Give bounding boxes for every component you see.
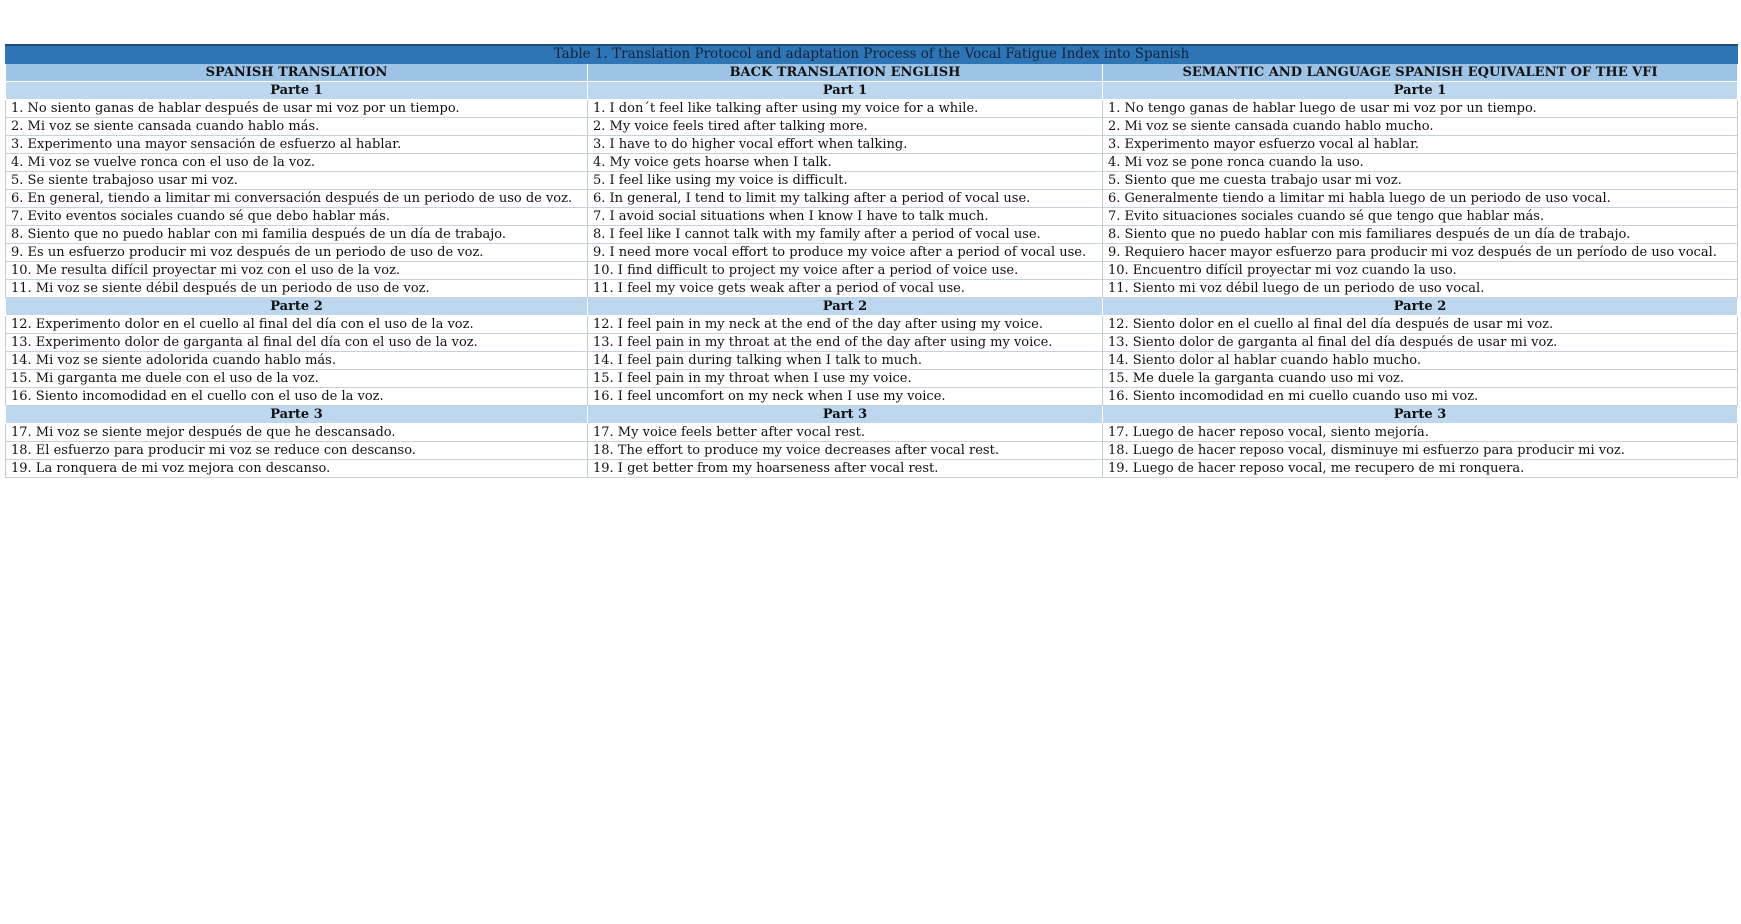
table-cell: 19. I get better from my hoarseness after vocal rest. — [588, 460, 1103, 478]
table-cell: 19. Luego de hacer reposo vocal, me recupero de mi ronquera. — [1103, 460, 1738, 478]
table-row — [6, 226, 1738, 244]
table-cell: 8. I feel like I cannot talk with my family after a period of vocal use. — [588, 226, 1103, 244]
table-cell: 8. Siento que no puedo hablar con mi familia después de un día de trabajo. — [6, 226, 588, 244]
table-cell: 1. I don´t feel like talking after using my voice for a while. — [588, 100, 1103, 118]
table-row — [6, 280, 1738, 298]
table-row — [6, 388, 1738, 406]
table-row — [6, 136, 1738, 154]
vfi-translation-table — [5, 44, 1738, 478]
table-row — [6, 442, 1738, 460]
table-cell: 14. I feel pain during talking when I talk to much. — [588, 352, 1103, 370]
table-row — [6, 208, 1738, 226]
table-cell: 18. The effort to produce my voice decreases after vocal rest. — [588, 442, 1103, 460]
table-cell: 4. Mi voz se pone ronca cuando la uso. — [1103, 154, 1738, 172]
table-row — [6, 154, 1738, 172]
table-cell: 1. No siento ganas de hablar después de usar mi voz por un tiempo. — [6, 100, 588, 118]
table-cell: 9. Requiero hacer mayor esfuerzo para producir mi voz después de un período de uso vocal. — [1103, 244, 1738, 262]
table-cell: 17. Mi voz se siente mejor después de que he descansado. — [6, 424, 588, 442]
table-cell: 8. Siento que no puedo hablar con mis familiares después de un día de trabajo. — [1103, 226, 1738, 244]
vfi-translation-table-container — [5, 44, 1737, 478]
table-cell: 13. Siento dolor de garganta al final del día después de usar mi voz. — [1103, 334, 1738, 352]
table-cell: 10. I find difficult to project my voice after a period of voice use. — [588, 262, 1103, 280]
part-label: Part 1 — [588, 82, 1103, 100]
table-row — [6, 172, 1738, 190]
table-row — [6, 100, 1738, 118]
table-cell: 12. Siento dolor en el cuello al final del día después de usar mi voz. — [1103, 316, 1738, 334]
part-header-row — [6, 82, 1738, 100]
part-header-row — [6, 406, 1738, 424]
table-row — [6, 244, 1738, 262]
table-row — [6, 370, 1738, 388]
part-label: Part 2 — [588, 298, 1103, 316]
table-cell: 13. Experimento dolor de garganta al final del día con el uso de la voz. — [6, 334, 588, 352]
table-row — [6, 424, 1738, 442]
table-cell: 12. Experimento dolor en el cuello al final del día con el uso de la voz. — [6, 316, 588, 334]
table-cell: 7. Evito eventos sociales cuando sé que debo hablar más. — [6, 208, 588, 226]
table-cell: 5. Siento que me cuesta trabajo usar mi voz. — [1103, 172, 1738, 190]
table-title: Table 1. Translation Protocol and adaptation Process of the Vocal Fatigue Index into Spanish — [6, 45, 1738, 64]
table-cell: 4. Mi voz se vuelve ronca con el uso de la voz. — [6, 154, 588, 172]
table-cell: 18. El esfuerzo para producir mi voz se reduce con descanso. — [6, 442, 588, 460]
table-row — [6, 460, 1738, 478]
table-cell: 19. La ronquera de mi voz mejora con descanso. — [6, 460, 588, 478]
column-header-spanish-translation: SPANISH TRANSLATION — [6, 64, 588, 82]
table-cell: 18. Luego de hacer reposo vocal, disminuye mi esfuerzo para producir mi voz. — [1103, 442, 1738, 460]
table-cell: 2. Mi voz se siente cansada cuando hablo mucho. — [1103, 118, 1738, 136]
table-cell: 3. I have to do higher vocal effort when talking. — [588, 136, 1103, 154]
table-row — [6, 352, 1738, 370]
part-label: Part 3 — [588, 406, 1103, 424]
table-cell: 6. En general, tiendo a limitar mi conversación después de un periodo de uso de voz. — [6, 190, 588, 208]
table-cell: 11. Siento mi voz débil luego de un periodo de uso vocal. — [1103, 280, 1738, 298]
part-label: Parte 2 — [6, 298, 588, 316]
part-label: Parte 1 — [1103, 82, 1738, 100]
table-cell: 14. Mi voz se siente adolorida cuando hablo más. — [6, 352, 588, 370]
table-cell: 13. I feel pain in my throat at the end of the day after using my voice. — [588, 334, 1103, 352]
table-cell: 16. I feel uncomfort on my neck when I use my voice. — [588, 388, 1103, 406]
table-row — [6, 316, 1738, 334]
table-cell: 17. Luego de hacer reposo vocal, siento mejoría. — [1103, 424, 1738, 442]
column-header-semantic-equivalent: SEMANTIC AND LANGUAGE SPANISH EQUIVALENT OF THE VFI — [1103, 64, 1738, 82]
table-cell: 14. Siento dolor al hablar cuando hablo mucho. — [1103, 352, 1738, 370]
table-cell: 3. Experimento una mayor sensación de esfuerzo al hablar. — [6, 136, 588, 154]
table-cell: 9. I need more vocal effort to produce my voice after a period of vocal use. — [588, 244, 1103, 262]
table-cell: 16. Siento incomodidad en el cuello con el uso de la voz. — [6, 388, 588, 406]
table-cell: 17. My voice feels better after vocal rest. — [588, 424, 1103, 442]
table-cell: 2. Mi voz se siente cansada cuando hablo más. — [6, 118, 588, 136]
table-cell: 5. I feel like using my voice is difficult. — [588, 172, 1103, 190]
table-cell: 2. My voice feels tired after talking more. — [588, 118, 1103, 136]
table-cell: 12. I feel pain in my neck at the end of the day after using my voice. — [588, 316, 1103, 334]
table-cell: 5. Se siente trabajoso usar mi voz. — [6, 172, 588, 190]
part-label: Parte 3 — [1103, 406, 1738, 424]
table-cell: 11. I feel my voice gets weak after a period of vocal use. — [588, 280, 1103, 298]
table-cell: 9. Es un esfuerzo producir mi voz después de un periodo de uso de voz. — [6, 244, 588, 262]
column-header-row — [6, 64, 1738, 82]
table-cell: 7. I avoid social situations when I know I have to talk much. — [588, 208, 1103, 226]
table-cell: 10. Me resulta difícil proyectar mi voz con el uso de la voz. — [6, 262, 588, 280]
part-label: Parte 1 — [6, 82, 588, 100]
column-header-back-translation: BACK TRANSLATION ENGLISH — [588, 64, 1103, 82]
table-cell: 1. No tengo ganas de hablar luego de usar mi voz por un tiempo. — [1103, 100, 1738, 118]
part-header-row — [6, 298, 1738, 316]
table-cell: 15. Mi garganta me duele con el uso de la voz. — [6, 370, 588, 388]
table-cell: 7. Evito situaciones sociales cuando sé que tengo que hablar más. — [1103, 208, 1738, 226]
table-cell: 4. My voice gets hoarse when I talk. — [588, 154, 1103, 172]
table-cell: 16. Siento incomodidad en mi cuello cuando uso mi voz. — [1103, 388, 1738, 406]
table-row — [6, 262, 1738, 280]
table-cell: 6. Generalmente tiendo a limitar mi habla luego de un periodo de uso vocal. — [1103, 190, 1738, 208]
table-cell: 11. Mi voz se siente débil después de un periodo de uso de voz. — [6, 280, 588, 298]
table-body — [6, 82, 1738, 478]
part-label: Parte 2 — [1103, 298, 1738, 316]
table-cell: 3. Experimento mayor esfuerzo vocal al hablar. — [1103, 136, 1738, 154]
table-cell: 6. In general, I tend to limit my talking after a period of vocal use. — [588, 190, 1103, 208]
part-label: Parte 3 — [6, 406, 588, 424]
table-cell: 15. I feel pain in my throat when I use my voice. — [588, 370, 1103, 388]
table-cell: 10. Encuentro difícil proyectar mi voz cuando la uso. — [1103, 262, 1738, 280]
table-title-row — [6, 45, 1738, 64]
table-row — [6, 118, 1738, 136]
table-row — [6, 334, 1738, 352]
table-cell: 15. Me duele la garganta cuando uso mi voz. — [1103, 370, 1738, 388]
table-row — [6, 190, 1738, 208]
